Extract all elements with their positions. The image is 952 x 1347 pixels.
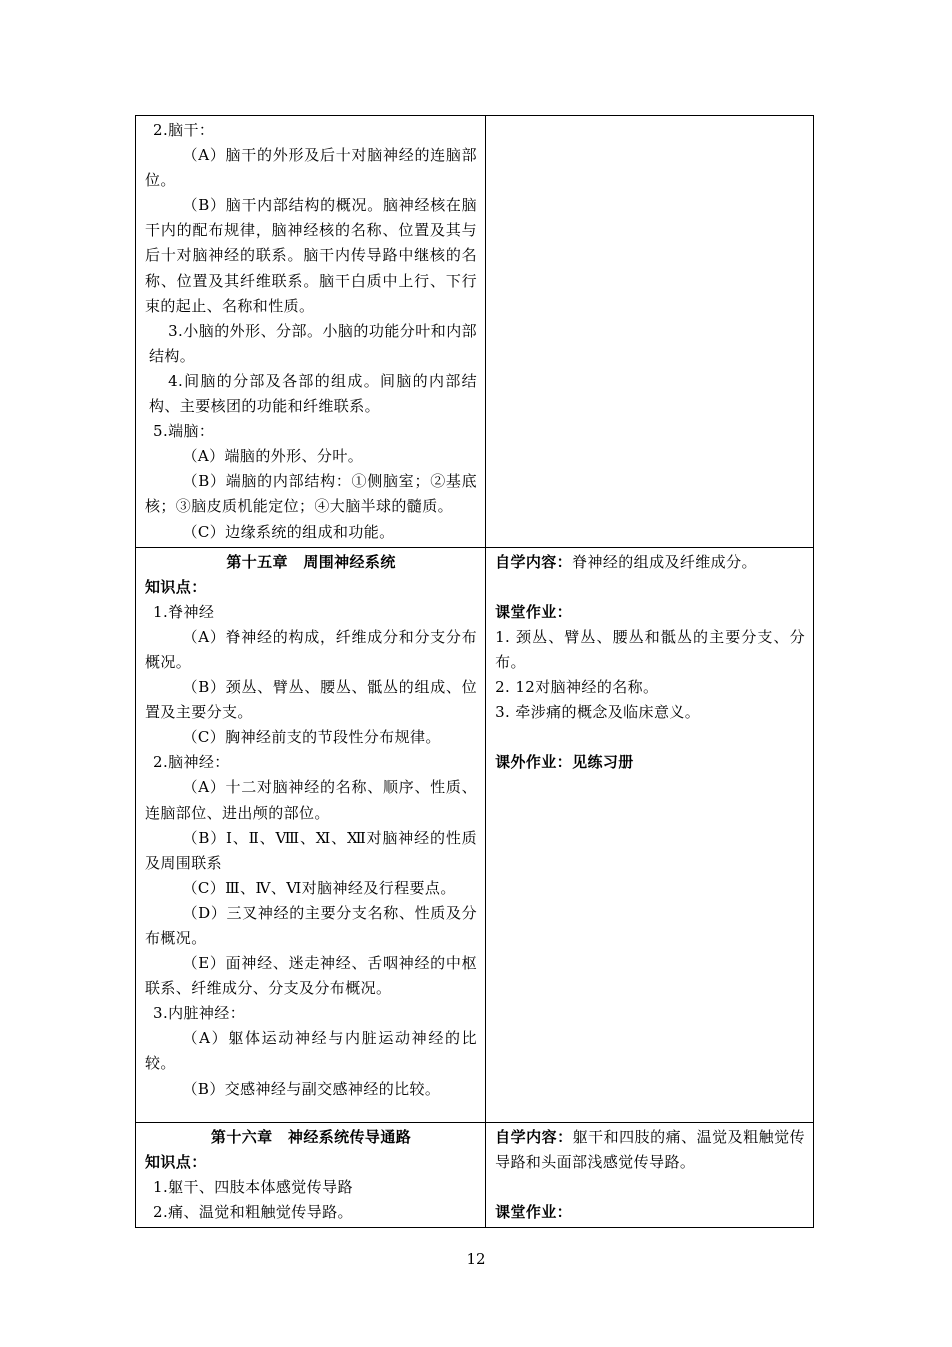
chapter15-content-cell bbox=[136, 547, 486, 1122]
table-row bbox=[136, 547, 814, 1122]
content-paragraph: （C）Ⅲ、Ⅳ、Ⅵ对脑神经及行程要点。 bbox=[182, 878, 456, 897]
content-paragraph: （E）面神经、迷走神经、舌咽神经的中枢联系、纤维成分、分支及分布概况。 bbox=[145, 954, 478, 998]
content-paragraph: （A）十二对脑神经的名称、顺序、性质、连脑部位、进出颅的部位。 bbox=[145, 778, 478, 822]
section-telencephalon: 5.端脑： bbox=[153, 422, 215, 441]
content-paragraph: 2.痛、温觉和粗触觉传导路。 bbox=[153, 1202, 353, 1221]
classwork-item: 2. 12对脑神经的名称。 bbox=[495, 677, 659, 696]
content-paragraph: 1.躯干、四肢本体感觉传导路 bbox=[153, 1177, 353, 1196]
content-paragraph: （B）交感神经与副交感神经的比较。 bbox=[182, 1079, 441, 1098]
table-row bbox=[136, 1122, 814, 1227]
homework-label: 课外作业：见练习册 bbox=[495, 753, 634, 772]
empty-cell bbox=[486, 116, 814, 548]
content-paragraph: （D）三叉神经的主要分支名称、性质及分布概况。 bbox=[145, 903, 478, 947]
self-study-line bbox=[495, 1125, 805, 1175]
content-paragraph: （B）颈丛、臂丛、腰丛、骶丛的组成、位置及主要分支。 bbox=[145, 678, 478, 722]
section-visceral-nerves: 3.内脏神经： bbox=[153, 1004, 246, 1023]
knowledge-points-label: 知识点： bbox=[145, 577, 207, 596]
content-paragraph: （B）脑干内部结构的概况。脑神经核在脑干内的配布规律，脑神经核的名称、位置及其与后十对脑神经的联系。脑干内传导路中继核的名称、位置及其纤维联系。脑干白质中上行、下行束的起止、名称和性质。 bbox=[145, 196, 478, 315]
chapter-title: 第十六章 神经系统传导通路 bbox=[210, 1127, 412, 1146]
content-paragraph: （B）Ⅰ、Ⅱ、Ⅷ、Ⅺ、Ⅻ对脑神经的性质及周围联系 bbox=[145, 828, 478, 872]
self-study-text: 躯干和四肢的痛、温觉及粗触觉传导路和头面部浅感觉传导路。 bbox=[495, 1127, 805, 1171]
page-number: 12 bbox=[466, 1250, 486, 1268]
knowledge-points-label: 知识点： bbox=[145, 1152, 207, 1171]
content-paragraph: （A）躯体运动神经与内脏运动神经的比较。 bbox=[145, 1029, 478, 1073]
chapter16-assignments-cell bbox=[486, 1122, 814, 1227]
section-brainstem: 2.脑干： bbox=[153, 121, 215, 139]
self-study-label: 自学内容： bbox=[495, 552, 573, 571]
content-paragraph: （A）脑干的外形及后十对脑神经的连脑部位。 bbox=[145, 146, 478, 190]
chapter15-assignments-cell bbox=[486, 547, 814, 1122]
section-cranial-nerves: 2.脑神经： bbox=[153, 753, 230, 772]
syllabus-table bbox=[135, 115, 814, 1228]
self-study-text: 脊神经的组成及纤维成分。 bbox=[572, 552, 757, 571]
chapter-title: 第十五章 周围神经系统 bbox=[226, 552, 396, 571]
table-row bbox=[136, 116, 814, 548]
content-paragraph: （A）端脑的外形、分叶。 bbox=[182, 447, 364, 466]
section-spinal-nerves: 1.脊神经 bbox=[153, 602, 215, 621]
classwork-label: 课堂作业： bbox=[495, 602, 573, 621]
brain-content-cell bbox=[136, 116, 486, 548]
section-cerebellum: 3.小脑的外形、分部。小脑的功能分叶和内部结构。 bbox=[149, 321, 478, 365]
classwork-item: 1. 颈丛、臂丛、腰丛和骶丛的主要分支、分布。 bbox=[495, 627, 805, 671]
classwork-label: 课堂作业： bbox=[495, 1202, 573, 1221]
self-study-line bbox=[495, 550, 805, 575]
content-paragraph: （C）胸神经前支的节段性分布规律。 bbox=[182, 728, 441, 747]
self-study-label: 自学内容： bbox=[495, 1127, 573, 1146]
section-diencephalon: 4.间脑的分部及各部的组成。间脑的内部结构、主要核团的功能和纤维联系。 bbox=[149, 371, 478, 416]
chapter16-content-cell bbox=[136, 1122, 486, 1227]
content-paragraph: （C）边缘系统的组成和功能。 bbox=[182, 522, 395, 541]
content-paragraph: （B）端脑的内部结构：①侧脑室；②基底核；③脑皮质机能定位；④大脑半球的髓质。 bbox=[145, 472, 478, 516]
content-paragraph: （A）脊神经的构成，纤维成分和分支分布概况。 bbox=[145, 627, 478, 671]
classwork-item: 3. 牵涉痛的概念及临床意义。 bbox=[495, 703, 701, 722]
